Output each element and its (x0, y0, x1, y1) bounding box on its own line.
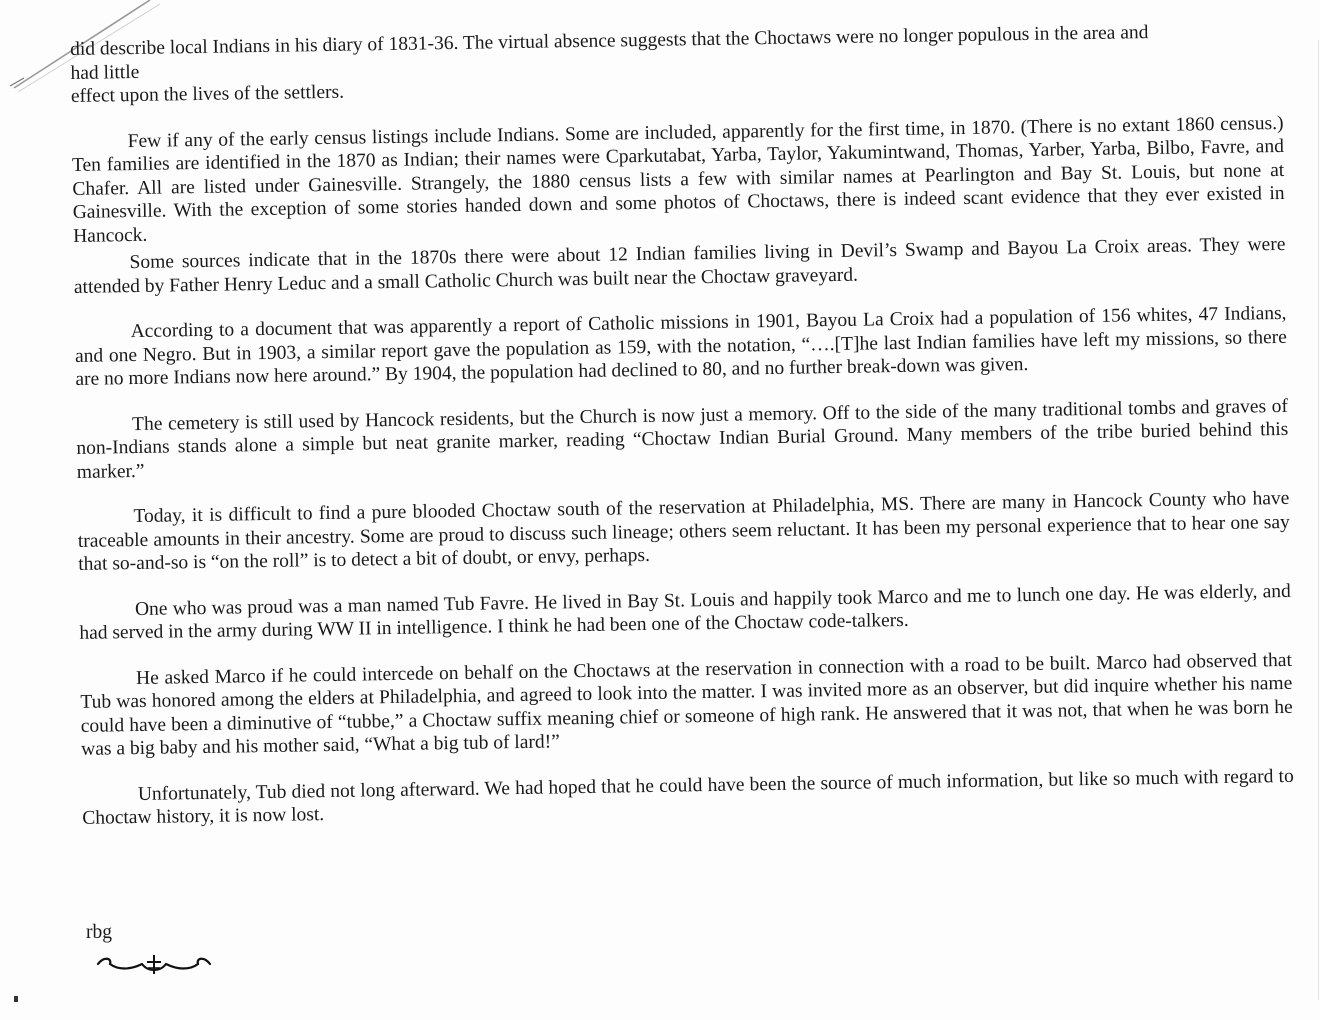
paragraph-9: Unfortunately, Tub died not long afterward. We had hoped that he could have been the source of much information, but like so much with regard to Choctaw history, it is now lost. (82, 765, 1294, 829)
scan-artifact (14, 996, 18, 1002)
decorative-flourish-icon (94, 952, 214, 978)
paragraph-5: The cemetery is still used by Hancock residents, but the Church is now just a memory. Off to the side of the many traditional tombs and graves of non-Indians stands alone a simple but neat granite marker, reading “Choctaw Indian Burial Ground. Many members of the tribe buried behind this marker.” (76, 395, 1289, 483)
text-line: had little (70, 61, 140, 84)
paragraph-6: Today, it is difficult to find a pure blooded Choctaw south of the reservation at Philadelphia, MS. There are many in Hancock County who have traceable amounts in their ancestry. Some are proud to discuss such lineage; others seem reluctant. It has been my personal experience that to hear one say that so-and-so is “on the roll” is to detect a bit of doubt, or envy, perhaps. (77, 487, 1290, 575)
text-line: effect upon the lives of the settlers. (70, 81, 345, 107)
document-body (70, 19, 1295, 852)
paragraph-1 (70, 19, 1283, 109)
paragraph-7: One who was proud was a man named Tub Favre. He lived in Bay St. Louis and happily took Marco and me to lunch one day. He was elderly, and had served in the army during WW II in intelligence. I think he had been one of the Choctaw code-talkers. (79, 580, 1291, 644)
page-edge (1318, 40, 1319, 1000)
paragraph-4: According to a document that was apparently a report of Catholic missions in 1901, Bayou La Croix had a population of 156 whites, 47 Indians, and one Negro. But in 1903, a similar report gave the population as 159, with the notation, “….[T]he last Indian families have left my missions, so there are no more Indians now here around.” By 1904, the population had declined to 80, and no further break-down was given. (74, 302, 1288, 390)
paragraph-2: Few if any of the early census listings include Indians. Some are included, apparently for the first time, in 1870. (There is no extant 1860 census.) Ten families are identified in the 1870 as Indian; their names were Cparkutabat, Yarba, Taylor, Yakumintwand, Thomas, Yarber, Yarba, Bilbo, Favre, and Chafer. All are listed under Gainesville. Strangely, the 1880 census lists a few with similar names at Pearlington and Bay St. Louis, but none at Gainesville. With the exception of some stories handed down and some photos of Choctaws, there is indeed scant evidence that they ever existed in Hancock. (71, 112, 1285, 247)
signature-initials: rbg (86, 922, 112, 943)
paragraph-3: Some sources indicate that in the 1870s there were about 12 Indian families living in Devil’s Swamp and Bayou La Croix areas. They were attended by Father Henry Leduc and a small Catholic Church was built near the Choctaw graveyard. (73, 233, 1286, 298)
paragraph-8: He asked Marco if he could intercede on behalf on the Choctaws at the reservation in connection with a road to be built. Marco had observed that Tub was honored among the elders at Philadelphia, and agreed to look into the matter. I was invited more as an observer, but did inquire whether his name could have been a diminutive of “tubbe,” a Choctaw suffix meaning chief or someone of high rank. He answered that it was not, that when he was born he was a big baby and his mother said, “What a big tub of lard!” (80, 649, 1293, 760)
text-line: did describe local Indians in his diary of 1831-36. The virtual absence suggests that the Choctaws were no longer populous in the area and (70, 22, 1149, 60)
